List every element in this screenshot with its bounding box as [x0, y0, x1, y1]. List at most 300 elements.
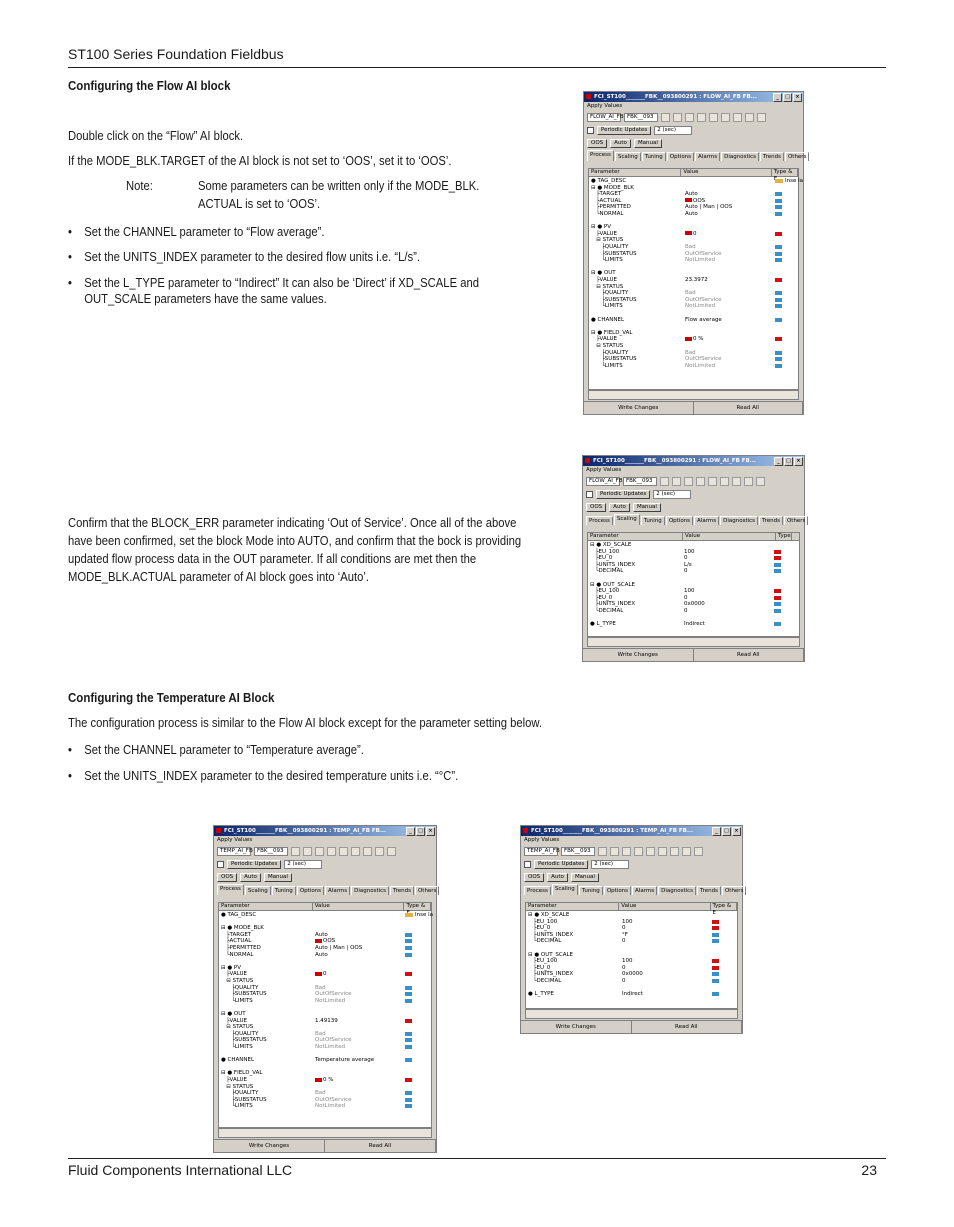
parameter-name: ├SUBSTATUS: [591, 250, 637, 257]
footer-company: Fluid Components International LLC: [68, 1162, 293, 1178]
title-bar: [584, 92, 803, 102]
parameter-value: Auto: [315, 931, 328, 938]
tab-alarms[interactable]: Alarms: [632, 886, 657, 895]
window-buttons: [406, 827, 435, 836]
minimize-button[interactable]: _: [774, 457, 783, 466]
parameter-name: ├TARGET: [221, 931, 252, 938]
parameter-name: ├SUBSTATUS: [221, 1037, 267, 1044]
toolbar-icon[interactable]: [697, 113, 706, 122]
type-icon: [405, 999, 412, 1003]
block-select[interactable]: TEMP_AI_FB: [217, 847, 251, 856]
mode-row: [583, 501, 804, 514]
periodic-row: [583, 488, 804, 501]
parameter-name: ├QUALITY: [221, 984, 259, 991]
type-icon: [712, 959, 719, 963]
tab-strip: [214, 884, 436, 895]
col-type-header: Type &: [404, 903, 431, 910]
type-icon: [405, 933, 412, 937]
parameter-name: ⊟ ● FIELD_VAL: [221, 1070, 263, 1077]
tab-tuning[interactable]: Tuning: [272, 886, 296, 895]
write-changes-button[interactable]: Write Changes: [583, 649, 694, 661]
toolbar-icon[interactable]: [673, 113, 682, 122]
flow-scaling-window: [582, 455, 805, 662]
type-label: Inse la: [785, 178, 804, 184]
read-all-button[interactable]: Read All: [694, 649, 805, 661]
tab-options[interactable]: Options: [667, 152, 694, 161]
read-all-button[interactable]: Read All: [325, 1140, 436, 1152]
parameter-value: 100: [684, 548, 695, 555]
parameter-value: L/s: [684, 561, 692, 568]
parameter-value: NotLimited: [315, 1044, 346, 1050]
toolbar-icon[interactable]: [351, 847, 360, 856]
type-icon: [405, 1098, 412, 1102]
bottom-buttons: [214, 1139, 436, 1152]
bad-status-icon: [315, 939, 322, 943]
toolbar-icon[interactable]: [670, 847, 679, 856]
write-changes-button[interactable]: Write Changes: [214, 1140, 325, 1152]
type-icon: [775, 318, 782, 322]
parameter-row[interactable]: [590, 621, 797, 628]
tab-process[interactable]: Process: [217, 884, 244, 895]
parameter-name: └LIMITS: [221, 1044, 253, 1050]
parameter-name: └LIMITS: [591, 362, 623, 369]
tab-alarms[interactable]: Alarms: [694, 516, 719, 525]
parameter-name: ⊟ ● PV: [221, 964, 241, 971]
tab-process[interactable]: Process: [524, 886, 551, 895]
parameter-name: ├VALUE: [591, 230, 618, 237]
bad-status-icon: [315, 972, 322, 976]
tab-strip: [584, 150, 807, 161]
toolbar-icon[interactable]: [610, 847, 619, 856]
parameter-value: OutOfService: [315, 1096, 352, 1103]
parameter-value: OutOfService: [315, 1037, 352, 1044]
tab-options[interactable]: Options: [604, 886, 631, 895]
write-changes-button[interactable]: Write Changes: [584, 402, 694, 414]
tab-diagnostics[interactable]: Diagnostics: [721, 152, 759, 161]
toolbar-icon[interactable]: [363, 847, 372, 856]
parameter-name: ├EU_0: [528, 964, 551, 971]
toolbar-icon[interactable]: [684, 477, 693, 486]
parameter-value: Auto | Man | OOS: [685, 204, 733, 211]
toolbar-icon[interactable]: [720, 477, 729, 486]
parameter-value: OutOfService: [685, 250, 722, 257]
type-icon: [405, 1058, 412, 1062]
parameter-name: ⊟ ● XD_SCALE: [528, 912, 570, 918]
toolbar-icon[interactable]: [622, 847, 631, 856]
auto-button[interactable]: Auto: [240, 873, 261, 882]
paragraph-double-click: Double click on the “Flow” AI block.: [68, 129, 244, 143]
parameter-name: ⊟ ● MODE_BLK: [591, 184, 634, 191]
toolbar-icon[interactable]: [598, 847, 607, 856]
parameter-name: ├PERMITTED: [221, 945, 261, 951]
toolbar-icon[interactable]: [646, 847, 655, 856]
section-heading-temperature: Configuring the Temperature AI Block: [68, 691, 275, 705]
apply-values-menu[interactable]: Apply Values: [217, 837, 253, 843]
toolbar-icon[interactable]: [658, 847, 667, 856]
parameter-name: ● CHANNEL: [221, 1057, 255, 1064]
parameter-name: ⊟ ● PV: [591, 224, 611, 231]
col-type-header: Type &: [772, 169, 798, 176]
parameter-name: ⊟ STATUS: [221, 1024, 254, 1031]
tab-tuning[interactable]: Tuning: [579, 886, 603, 895]
toolbar-row: [214, 845, 436, 858]
col-type-header: Type & E: [711, 903, 737, 910]
app-icon: [216, 828, 221, 833]
type-icon: [712, 926, 719, 930]
tab-others[interactable]: Others: [722, 886, 746, 895]
parameter-value: 100: [684, 588, 695, 595]
parameter-value: OOS: [685, 198, 705, 205]
type-icon: [775, 212, 782, 216]
parameter-value: OutOfService: [685, 356, 722, 363]
parameter-value: 100: [622, 958, 633, 965]
close-button[interactable]: ×: [793, 93, 802, 102]
type-icon: [712, 933, 719, 937]
parameter-value: 0: [622, 938, 626, 945]
col-value-header: Value: [683, 533, 776, 540]
toolbar-icon[interactable]: [375, 847, 384, 856]
tab-alarms[interactable]: Alarms: [325, 886, 350, 895]
parameter-name: └DECIMAL: [590, 608, 624, 614]
toolbar-icon[interactable]: [709, 113, 718, 122]
bullet-temp-units: • Set the UNITS_INDEX parameter to the desired temperature units i.e. “°C”.: [68, 768, 525, 784]
auto-button[interactable]: Auto: [609, 503, 630, 512]
parameter-name: ├ACTUAL: [221, 938, 252, 945]
parameter-value: 0 %: [685, 336, 703, 343]
insert-icon: [405, 913, 413, 917]
type-icon: [775, 258, 782, 262]
parameter-row[interactable]: [221, 1103, 429, 1110]
type-icon: [775, 245, 782, 249]
manual-button[interactable]: Manual: [571, 873, 599, 882]
periodic-row: [521, 858, 742, 871]
tab-alarms[interactable]: Alarms: [695, 152, 720, 161]
parameter-name: └NORMAL: [591, 211, 624, 217]
type-icon: [774, 622, 781, 626]
title-bar: [214, 826, 436, 836]
horizontal-scrollbar[interactable]: [587, 637, 800, 647]
toolbar-row: [521, 845, 742, 858]
auto-button[interactable]: Auto: [610, 139, 631, 148]
parameter-value: Auto: [315, 951, 328, 958]
grid-header: [589, 169, 798, 177]
running-header: ST100 Series Foundation Fieldbus: [68, 46, 284, 62]
block-select[interactable]: TEMP_AI_FB: [524, 847, 558, 856]
flow-process-window: [583, 91, 807, 415]
parameter-name: ├UNITS_INDEX: [590, 561, 636, 568]
col-value-header: Value: [619, 903, 710, 910]
parameter-name: └LIMITS: [591, 303, 623, 310]
parameter-name: ● L_TYPE: [590, 621, 616, 628]
maximize-button[interactable]: □: [416, 827, 425, 836]
title-bar: [521, 826, 742, 836]
note-text: Some parameters can be written only if the MODE_BLK. ACTUAL is set to ‘OOS’.: [198, 179, 480, 211]
bullet-text: Set the UNITS_INDEX parameter to the desired flow units i.e. “L/s”.: [84, 250, 420, 264]
parameter-name: ├UNITS_INDEX: [590, 601, 636, 608]
type-icon: [775, 199, 782, 203]
device-select[interactable]: FBK__093: [624, 113, 658, 122]
periodic-row: [584, 124, 803, 137]
type-icon: [774, 602, 781, 606]
periodic-updates-label[interactable]: Periodic Updates: [227, 860, 281, 869]
bottom-buttons: [584, 401, 803, 414]
interval-spinner[interactable]: 2 (sec): [654, 126, 692, 135]
parameter-name: ├SUBSTATUS: [221, 991, 267, 998]
tab-strip: [583, 514, 804, 525]
toolbar-icon[interactable]: [732, 477, 741, 486]
toolbar-icon[interactable]: [744, 477, 753, 486]
mode-row: [521, 871, 742, 884]
bullet-channel: • Set the CHANNEL parameter to “Flow average”.: [68, 224, 525, 240]
parameter-name: ├SUBSTATUS: [591, 296, 637, 303]
close-button[interactable]: ×: [426, 827, 435, 836]
block-select[interactable]: FLOW_AI_FB: [586, 477, 620, 486]
read-all-button[interactable]: Read All: [694, 402, 804, 414]
parameter-name: ├QUALITY: [591, 244, 629, 250]
tab-diagnostics[interactable]: Diagnostics: [658, 886, 696, 895]
toolbar-icon[interactable]: [291, 847, 300, 856]
apply-values-menu[interactable]: Apply Values: [524, 837, 560, 843]
parameter-value: NotLimited: [315, 1103, 346, 1110]
window-buttons: [773, 93, 802, 102]
bullet-text: Set the L_TYPE parameter to “Indirect” It can also be ‘Direct’ if XD_SCALE and OUT_SCALE parameters have the same values.: [84, 276, 479, 306]
manual-button[interactable]: Manual: [264, 873, 292, 882]
tab-options[interactable]: Options: [297, 886, 324, 895]
temp-process-window: [213, 825, 437, 1153]
toolbar-icon[interactable]: [315, 847, 324, 856]
toolbar-icon[interactable]: [721, 113, 730, 122]
parameter-value: OutOfService: [685, 296, 722, 303]
parameter-value: 0: [684, 594, 688, 601]
maximize-button[interactable]: □: [783, 93, 792, 102]
bottom-buttons: [583, 648, 804, 661]
bullet-temp-channel: • Set the CHANNEL parameter to “Temperature average”.: [68, 742, 525, 758]
col-value-header: Value: [681, 169, 771, 176]
parameter-name: ├VALUE: [591, 277, 618, 283]
parameter-value: NotLimited: [315, 997, 346, 1004]
parameter-name: └LIMITS: [591, 257, 623, 264]
apply-values-menu[interactable]: Apply Values: [587, 103, 623, 109]
toolbar-icon[interactable]: [387, 847, 396, 856]
oos-button[interactable]: OOS: [586, 503, 606, 512]
interval-spinner[interactable]: 2 (sec): [284, 860, 322, 869]
toolbar-icon[interactable]: [661, 113, 670, 122]
toolbar-icon[interactable]: [327, 847, 336, 856]
horizontal-scrollbar[interactable]: [218, 1128, 432, 1138]
bullet-ltype: • Set the L_TYPE parameter to “Indirect” It can also be ‘Direct’ if XD_SCALE and OUT_SCALE parameters have the same values.: [68, 275, 525, 307]
parameter-name: └DECIMAL: [528, 938, 562, 945]
temp-scaling-window: [520, 825, 743, 1034]
parameter-value: Bad: [685, 244, 696, 250]
read-all-button[interactable]: Read All: [632, 1021, 743, 1033]
periodic-updates-label[interactable]: Periodic Updates: [596, 490, 650, 499]
window-buttons: [712, 827, 741, 836]
type-icon: [712, 939, 719, 943]
tab-tuning[interactable]: Tuning: [642, 152, 666, 161]
periodic-checkbox[interactable]: [217, 861, 224, 868]
toolbar-icon[interactable]: [696, 477, 705, 486]
oos-button[interactable]: OOS: [524, 873, 544, 882]
oos-button[interactable]: OOS: [217, 873, 237, 882]
tab-options[interactable]: Options: [666, 516, 693, 525]
parameter-name: ├QUALITY: [591, 349, 629, 356]
parameter-value: 0: [622, 964, 626, 971]
type-icon: [712, 979, 719, 983]
toolbar-icon[interactable]: [660, 477, 669, 486]
window-buttons: [774, 457, 803, 466]
parameter-name: ├EU_100: [528, 918, 558, 925]
toolbar-icon[interactable]: [756, 477, 765, 486]
parameter-grid: [525, 902, 738, 1009]
tab-scaling[interactable]: Scaling: [615, 152, 641, 161]
type-icon: [775, 278, 782, 282]
toolbar-icon[interactable]: [685, 113, 694, 122]
parameter-name: ├VALUE: [221, 1077, 248, 1083]
maximize-button[interactable]: □: [722, 827, 731, 836]
type-icon: [774, 596, 781, 600]
parameter-value: 0: [622, 978, 626, 984]
toolbar-icon[interactable]: [733, 113, 742, 122]
toolbar-icon[interactable]: [339, 847, 348, 856]
parameter-name: ├VALUE: [221, 1017, 248, 1024]
type-icon: [405, 1032, 412, 1036]
toolbar-icon[interactable]: [634, 847, 643, 856]
tab-trends[interactable]: Trends: [390, 886, 414, 895]
periodic-updates-label[interactable]: Periodic Updates: [597, 126, 651, 135]
parameter-name: └LIMITS: [221, 1103, 253, 1110]
tab-diagnostics[interactable]: Diagnostics: [720, 516, 758, 525]
parameter-name: ⊟ STATUS: [221, 978, 254, 984]
parameter-value: 100: [622, 918, 633, 925]
periodic-updates-label[interactable]: Periodic Updates: [534, 860, 588, 869]
close-button[interactable]: ×: [794, 457, 803, 466]
toolbar-icon[interactable]: [672, 477, 681, 486]
toolbar-icon[interactable]: [694, 847, 703, 856]
close-button[interactable]: ×: [732, 827, 741, 836]
tab-others[interactable]: Others: [785, 152, 809, 161]
app-icon: [586, 94, 591, 99]
type-icon: [775, 304, 782, 308]
toolbar-icon[interactable]: [682, 847, 691, 856]
type-icon: [712, 920, 719, 924]
parameter-row[interactable]: [591, 363, 796, 370]
oos-button[interactable]: OOS: [587, 139, 607, 148]
parameter-row[interactable]: [528, 991, 735, 998]
tab-scaling[interactable]: Scaling: [614, 514, 640, 525]
toolbar-icon[interactable]: [745, 113, 754, 122]
parameter-name: └DECIMAL: [590, 568, 624, 575]
type-icon: [774, 550, 781, 554]
type-icon: [405, 1104, 412, 1108]
type-icon: [712, 992, 719, 996]
parameter-name: ⊟ ● FIELD_VAL: [591, 329, 633, 336]
parameter-name: ⊟ ● MODE_BLK: [221, 925, 264, 932]
grid-header: [219, 903, 431, 911]
tab-process[interactable]: Process: [587, 150, 614, 161]
mode-row: [584, 137, 803, 150]
parameter-value: Indirect: [622, 991, 643, 998]
grid-header: [588, 533, 799, 541]
parameter-value: Bad: [315, 1090, 326, 1097]
parameter-name: ⊟ STATUS: [591, 283, 624, 290]
tab-others[interactable]: Others: [784, 516, 808, 525]
parameter-name: ├EU_100: [590, 548, 620, 555]
type-icon: [405, 1019, 412, 1023]
toolbar-icon[interactable]: [303, 847, 312, 856]
parameter-value: Temperature average: [315, 1057, 375, 1064]
apply-values-menu[interactable]: Apply Values: [586, 467, 622, 473]
manual-button[interactable]: Manual: [633, 503, 661, 512]
parameter-value: 0x0000: [684, 601, 705, 608]
horizontal-scrollbar[interactable]: [525, 1009, 738, 1019]
parameter-name: ├QUALITY: [221, 1090, 259, 1097]
parameter-name: └DECIMAL: [528, 978, 562, 984]
periodic-checkbox[interactable]: [586, 491, 593, 498]
section-heading-flow: Configuring the Flow AI block: [68, 79, 231, 93]
write-changes-button[interactable]: Write Changes: [521, 1021, 632, 1033]
window-title: FCI_ST100_______FBK__093800291 : TEMP_AI_FB FB...: [224, 828, 387, 834]
parameter-value: Auto: [685, 191, 698, 198]
parameter-value: 0: [684, 568, 688, 575]
device-select[interactable]: FBK__093: [254, 847, 288, 856]
tab-trends[interactable]: Trends: [697, 886, 721, 895]
parameter-name: ├SUBSTATUS: [591, 356, 637, 363]
interval-spinner[interactable]: 2 (sec): [653, 490, 691, 499]
paragraph-temperature: The configuration process is similar to the Flow AI block except for the parameter setting below.: [68, 716, 542, 730]
bullet-text: Set the CHANNEL parameter to “Flow average”.: [84, 225, 325, 239]
type-icon: [405, 992, 412, 996]
manual-button[interactable]: Manual: [634, 139, 662, 148]
col-parameter-header: Parameter: [589, 169, 681, 176]
toolbar-icon[interactable]: [708, 477, 717, 486]
parameter-name: ├QUALITY: [591, 290, 629, 297]
auto-button[interactable]: Auto: [547, 873, 568, 882]
block-select[interactable]: FLOW_AI_FB: [587, 113, 621, 122]
tab-scaling[interactable]: Scaling: [245, 886, 271, 895]
device-select[interactable]: FBK__093: [623, 477, 657, 486]
parameter-name: ● TAG_DESC: [591, 178, 627, 184]
parameter-name: ├EU_100: [590, 588, 620, 595]
interval-spinner[interactable]: 2 (sec): [591, 860, 629, 869]
maximize-button[interactable]: □: [784, 457, 793, 466]
bad-status-icon: [685, 231, 692, 235]
title-bar: [583, 456, 804, 466]
tab-trends[interactable]: Trends: [760, 152, 784, 161]
minimize-button[interactable]: _: [712, 827, 721, 836]
paragraph-confirm: Confirm that the BLOCK_ERR parameter indicating ‘Out of Service’. Once all of the above have been confirmed, set the block Mode into AUTO, and confirm that the bock is providing updated flow process data in the OUT parameter. If all conditions are met then the MODE_BLK.ACTUAL parameter of AI block goes into ‘Auto’.: [68, 516, 522, 584]
tab-tuning[interactable]: Tuning: [641, 516, 665, 525]
type-icon: [775, 252, 782, 256]
periodic-checkbox[interactable]: [524, 861, 531, 868]
tab-diagnostics[interactable]: Diagnostics: [351, 886, 389, 895]
tab-process[interactable]: Process: [586, 516, 613, 525]
tab-trends[interactable]: Trends: [759, 516, 783, 525]
toolbar-icon[interactable]: [757, 113, 766, 122]
device-select[interactable]: FBK__093: [561, 847, 595, 856]
tab-others[interactable]: Others: [415, 886, 439, 895]
type-icon: [405, 939, 412, 943]
type-icon: [775, 192, 782, 196]
minimize-button[interactable]: _: [406, 827, 415, 836]
parameter-value: 0: [684, 555, 688, 562]
parameter-name: ├ACTUAL: [591, 197, 622, 204]
tab-scaling[interactable]: Scaling: [552, 884, 578, 895]
horizontal-scrollbar[interactable]: [588, 390, 799, 400]
parameter-value: 23.3972: [685, 277, 708, 283]
parameter-value: Bad: [315, 984, 326, 991]
minimize-button[interactable]: _: [773, 93, 782, 102]
periodic-checkbox[interactable]: [587, 127, 594, 134]
